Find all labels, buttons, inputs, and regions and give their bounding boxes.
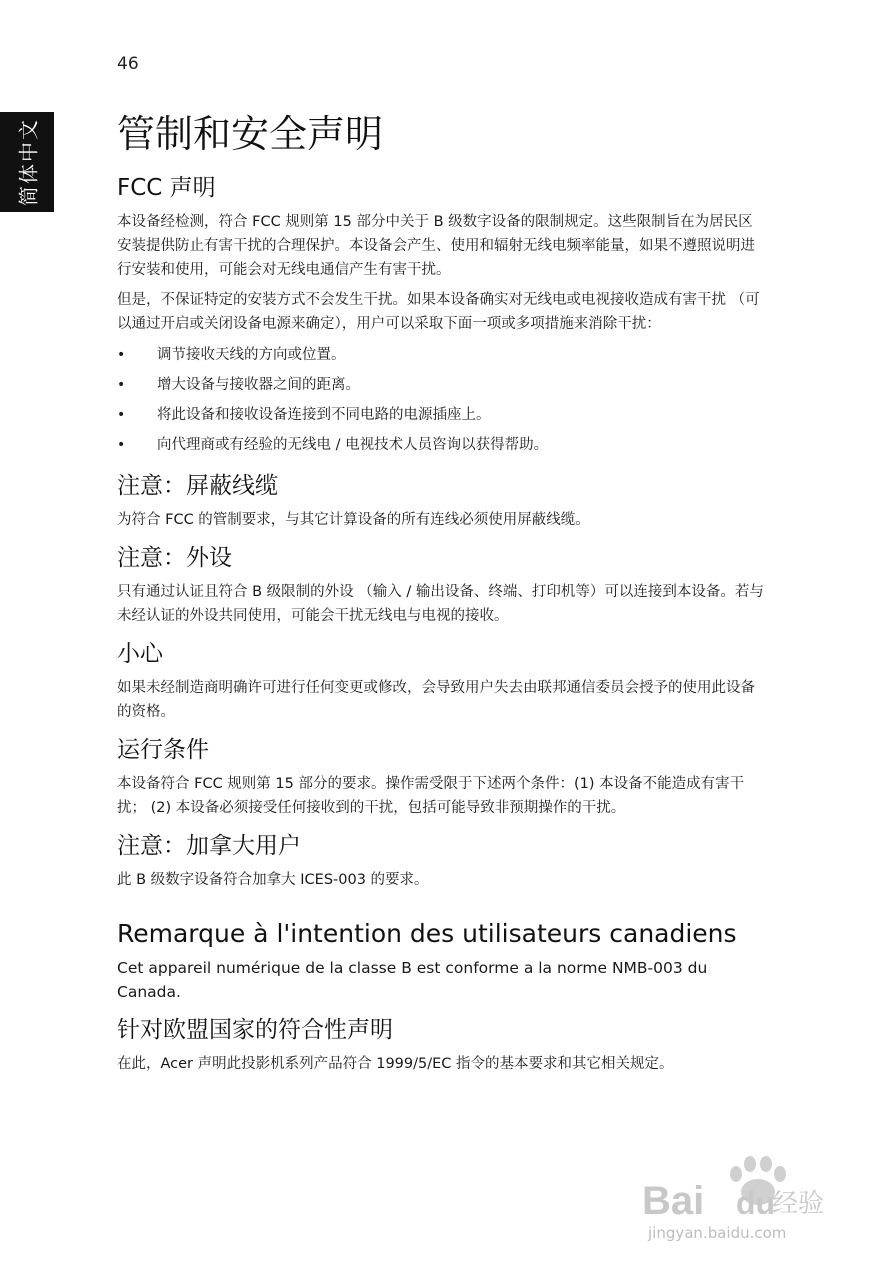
shielded-cables-section [117, 470, 767, 532]
operating-conditions-section [117, 734, 767, 820]
fcc-heading: FCC 声明 [117, 175, 216, 201]
bullet-icon: • [117, 377, 126, 393]
language-side-tab [0, 112, 54, 212]
watermark-suffix: 经验 [772, 1189, 825, 1219]
watermark-brand: Bai [642, 1179, 705, 1223]
list-item-text: 将此设备和接收设备连接到不同电路的电源插座上。 [157, 407, 491, 423]
remarque-text: Cet appareil numérique de la classe B est conforme a la norme NMB-003 du Canada. [117, 959, 708, 1001]
shielded-cables-heading: 注意：屏蔽线缆 [117, 473, 278, 499]
peripherals-section [117, 542, 767, 628]
page-title: 管制和安全声明 [117, 112, 384, 156]
caution-section [117, 638, 767, 724]
shielded-cables-text: 为符合 FCC 的管制要求，与其它计算设备的所有连线必须使用屏蔽线缆。 [117, 512, 590, 528]
canada-users-text: 此 B 级数字设备符合加拿大 ICES-003 的要求。 [117, 872, 429, 888]
list-item [117, 370, 767, 400]
canada-users-heading: 注意：加拿大用户 [117, 833, 301, 859]
fcc-section [117, 172, 767, 460]
bullet-icon: • [117, 347, 126, 363]
list-item-text: 向代理商或有经验的无线电 / 电视技术人员咨询以获得帮助。 [157, 437, 549, 453]
eu-compliance-text: 在此，Acer 声明此投影机系列产品符合 1999/5/EC 指令的基本要求和其它相关规定。 [117, 1056, 674, 1072]
document-content [117, 110, 767, 1076]
list-item [117, 340, 767, 370]
list-item [117, 430, 767, 460]
bullet-icon: • [117, 437, 126, 453]
watermark-url: jingyan.baidu.com [648, 1224, 787, 1242]
peripherals-heading: 注意：外设 [117, 545, 232, 571]
fcc-measures-list [117, 340, 767, 460]
caution-heading: 小心 [117, 641, 163, 667]
operating-conditions-text: 本设备符合 FCC 规则第 15 部分的要求。操作需受限于下述两个条件：(1) 本设备不能造成有害干扰； (2) 本设备必须接受任何接收到的干扰，包括可能导致非预期操作的干扰。 [117, 776, 745, 816]
bullet-icon: • [117, 407, 126, 423]
caution-text: 如果未经制造商明确许可进行任何变更或修改，会导致用户失去由联邦通信委员会授予的使用此设备的资格。 [117, 680, 755, 720]
list-item [117, 400, 767, 430]
watermark-brand-du: du [736, 1185, 776, 1221]
fcc-paragraph-1: 本设备经检测，符合 FCC 规则第 15 部分中关于 B 级数字设备的限制规定。这些限制旨在为居民区安装提供防止有害干扰的合理保护。本设备会产生、使用和辐射无线电频率能量，如果不遵照说明进行安装和使用，可能会对无线电通信产生有害干扰。 [117, 214, 755, 278]
remarque-section [117, 918, 767, 1004]
list-item-text: 调节接收天线的方向或位置。 [157, 347, 346, 363]
list-item-text: 增大设备与接收器之间的距离。 [157, 377, 360, 393]
baidu-jingyan-watermark [640, 1148, 840, 1244]
operating-conditions-heading: 运行条件 [117, 737, 209, 763]
peripherals-text: 只有通过认证且符合 B 级限制的外设 （输入 / 输出设备、终端、打印机等）可以连接到本设备。若与未经认证的外设共同使用，可能会干扰无线电与电视的接收。 [117, 584, 764, 624]
page-number: 46 [117, 54, 139, 74]
canada-users-section [117, 830, 767, 892]
eu-compliance-heading: 针对欧盟国家的符合性声明 [117, 1017, 393, 1043]
fcc-paragraph-2: 但是，不保证特定的安装方式不会发生干扰。如果本设备确实对无线电或电视接收造成有害干扰 （可以通过开启或关闭设备电源来确定），用户可以采取下面一项或多项措施来消除干扰： [117, 292, 760, 332]
eu-compliance-section [117, 1014, 767, 1076]
language-tab-label: 简体中文 [16, 118, 41, 206]
remarque-heading: Remarque à l'intention des utilisateurs canadiens [117, 919, 737, 948]
